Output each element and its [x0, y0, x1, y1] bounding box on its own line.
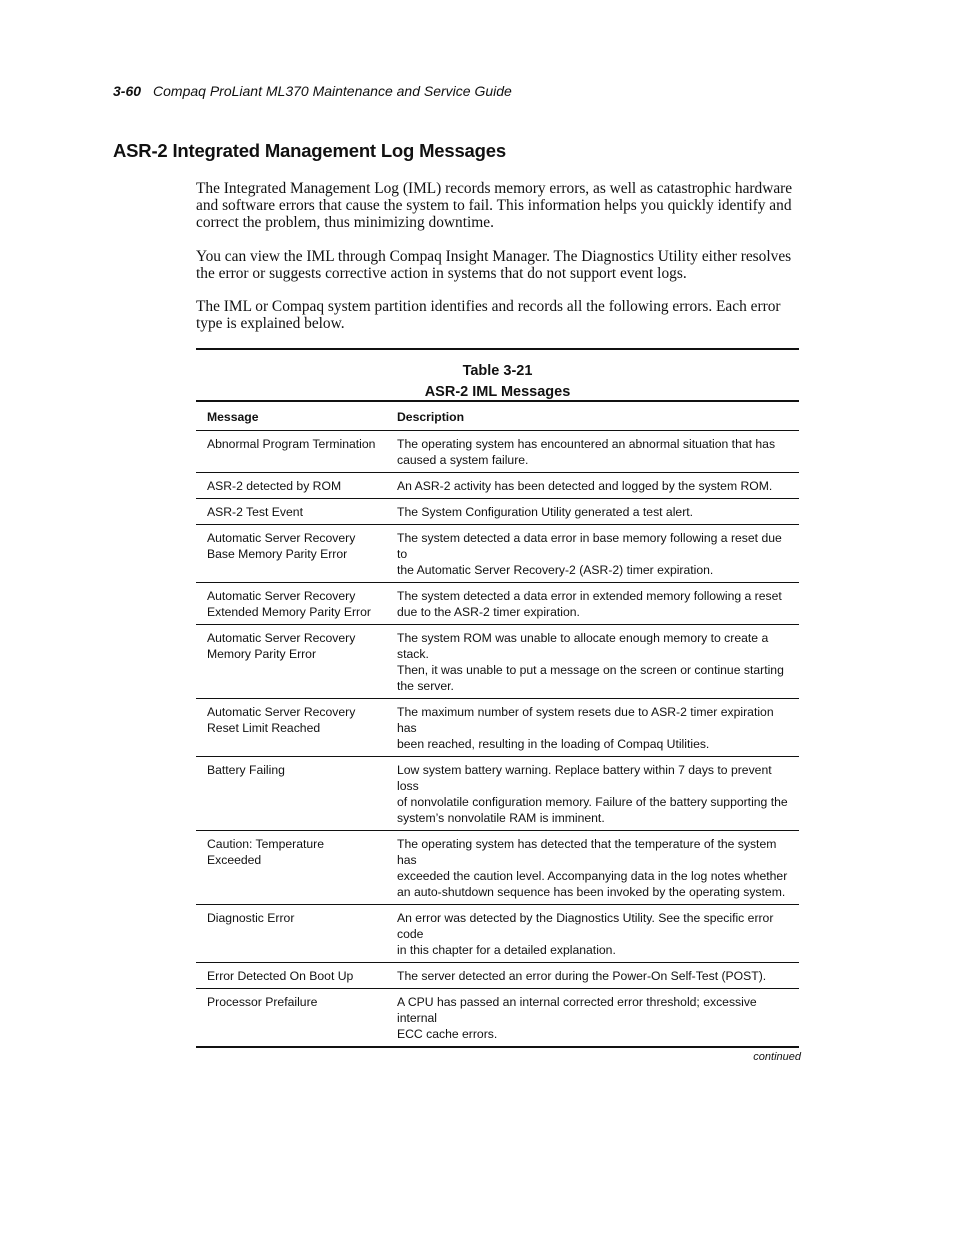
description-line: Then, it was unable to put a message on the screen or continue starting [397, 663, 784, 677]
message-cell [196, 963, 386, 989]
description-cell [386, 583, 799, 625]
running-header [113, 83, 512, 99]
message-line: Caution: Temperature Exceeded [207, 837, 324, 867]
continued-note: continued [753, 1051, 801, 1063]
message-line: Base Memory Parity Error [207, 547, 348, 561]
message-line: Processor Prefailure [207, 995, 318, 1009]
message-line: Error Detected On Boot Up [207, 969, 354, 983]
message-line: Diagnostic Error [207, 911, 295, 925]
message-line: ASR-2 detected by ROM [207, 479, 342, 493]
table-caption [196, 350, 799, 400]
column-header-description: Description [397, 410, 465, 424]
description-cell [386, 525, 799, 583]
message-cell [196, 431, 386, 473]
table-row [196, 625, 799, 699]
paragraph-error-types: The IML or Compaq system partition identifies and records all the following errors. Each error type is explained below. [196, 298, 781, 332]
table-row [196, 699, 799, 757]
table-row [196, 431, 799, 473]
message-cell [196, 625, 386, 699]
table-row [196, 525, 799, 583]
description-line: The system detected a data error in base memory following a reset due to [397, 531, 782, 561]
table-row [196, 905, 799, 963]
description-line: caused a system failure. [397, 453, 529, 467]
message-line: Automatic Server Recovery [207, 705, 356, 719]
iml-messages-table-block [196, 348, 799, 1063]
table-row [196, 473, 799, 499]
description-cell [386, 757, 799, 831]
description-cell [386, 989, 799, 1048]
table-row [196, 831, 799, 905]
message-line: ASR-2 Test Event [207, 505, 303, 519]
description-line: due to the ASR-2 timer expiration. [397, 605, 580, 619]
description-cell [386, 963, 799, 989]
message-line: Memory Parity Error [207, 647, 317, 661]
message-line: Extended Memory Parity Error [207, 605, 371, 619]
description-line: in this chapter for a detailed explanation. [397, 943, 616, 957]
message-cell [196, 499, 386, 525]
message-cell [196, 989, 386, 1048]
message-cell [196, 525, 386, 583]
description-cell [386, 625, 799, 699]
section-title: ASR-2 Integrated Management Log Messages [113, 140, 506, 161]
message-line: Battery Failing [207, 763, 285, 777]
description-cell [386, 905, 799, 963]
description-line: The maximum number of system resets due to ASR-2 timer expiration has [397, 705, 774, 735]
description-line: The operating system has detected that the temperature of the system has [397, 837, 777, 867]
message-line: Automatic Server Recovery [207, 631, 356, 645]
description-line: The system detected a data error in extended memory following a reset [397, 589, 782, 603]
table-row [196, 757, 799, 831]
message-cell [196, 757, 386, 831]
book-title: Compaq ProLiant ML370 Maintenance and Service Guide [153, 83, 512, 99]
table-header-row [196, 401, 799, 431]
description-line: An error was detected by the Diagnostics Utility. See the specific error code [397, 911, 774, 941]
table-row [196, 583, 799, 625]
message-cell [196, 699, 386, 757]
message-line: Automatic Server Recovery [207, 589, 356, 603]
description-line: the server. [397, 679, 454, 693]
message-line: Abnormal Program Termination [207, 437, 376, 451]
description-line: An ASR-2 activity has been detected and logged by the system ROM. [397, 479, 773, 493]
message-cell [196, 831, 386, 905]
description-line: A CPU has passed an internal corrected error threshold; excessive internal [397, 995, 757, 1025]
table-row [196, 499, 799, 525]
message-cell [196, 473, 386, 499]
table-body [196, 431, 799, 1048]
table-row [196, 963, 799, 989]
message-cell [196, 583, 386, 625]
description-line: an auto-shutdown sequence has been invoked by the operating system. [397, 885, 786, 899]
iml-messages-table [196, 400, 799, 1048]
message-cell [196, 905, 386, 963]
description-cell [386, 831, 799, 905]
paragraph-intro: The Integrated Management Log (IML) records memory errors, as well as catastrophic hardware and software errors that cause the system to fail. This information helps you quickly identify and correct the problem, thus minimizing downtime. [196, 180, 793, 231]
description-line: The System Configuration Utility generated a test alert. [397, 505, 694, 519]
description-line: The system ROM was unable to allocate enough memory to create a stack. [397, 631, 769, 661]
description-line: ECC cache errors. [397, 1027, 498, 1041]
description-line: been reached, resulting in the loading of Compaq Utilities. [397, 737, 710, 751]
description-line: Low system battery warning. Replace battery within 7 days to prevent loss [397, 763, 772, 793]
description-line: system’s nonvolatile RAM is imminent. [397, 811, 605, 825]
page-number: 3-60 [113, 83, 142, 99]
description-line: The server detected an error during the Power-On Self-Test (POST). [397, 969, 767, 983]
message-line: Automatic Server Recovery [207, 531, 356, 545]
description-line: The operating system has encountered an abnormal situation that has [397, 437, 776, 451]
description-cell [386, 431, 799, 473]
description-cell [386, 499, 799, 525]
description-line: the Automatic Server Recovery-2 (ASR-2) timer expiration. [397, 563, 714, 577]
description-line: exceeded the caution level. Accompanying data in the log notes whether [397, 869, 788, 883]
column-header-message: Message [207, 410, 259, 424]
table-title: ASR-2 IML Messages [424, 384, 571, 400]
description-cell [386, 699, 799, 757]
description-cell [386, 473, 799, 499]
description-line: of nonvolatile configuration memory. Failure of the battery supporting the [397, 795, 788, 809]
table-number: Table 3-21 [462, 363, 533, 379]
message-line: Reset Limit Reached [207, 721, 321, 735]
table-row [196, 989, 799, 1048]
paragraph-insight-manager: You can view the IML through Compaq Insight Manager. The Diagnostics Utility either resolves the error or suggests corrective action in systems that do not support event logs. [196, 248, 792, 282]
